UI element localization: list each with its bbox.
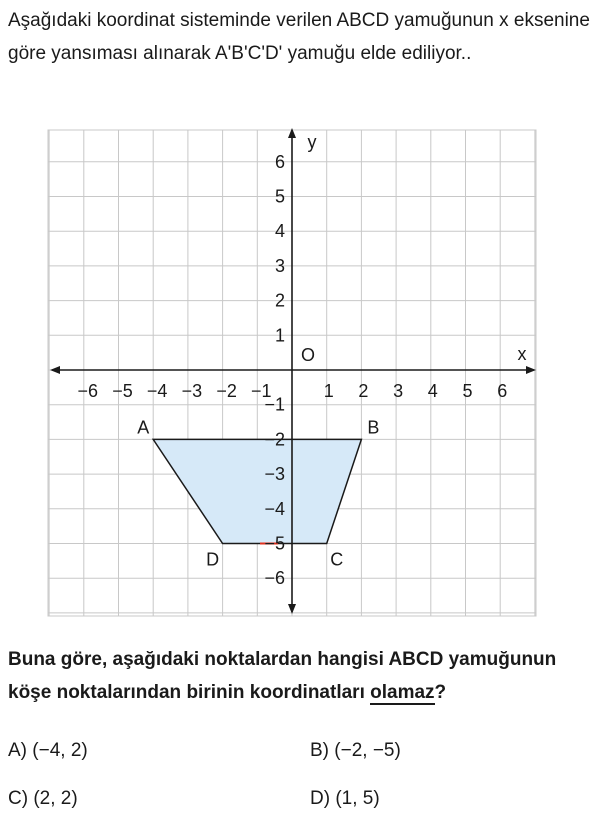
y-tick-label: −5	[264, 533, 285, 554]
x-tick-label: −4	[146, 381, 168, 401]
trapezoid-abcd	[153, 439, 361, 543]
vertex-label-c: C	[330, 549, 344, 570]
x-tick-label: 4	[427, 381, 438, 401]
y-tick-label: 2	[274, 290, 285, 311]
vertex-label-b: B	[367, 417, 380, 438]
question-emphasis: olamaz	[370, 682, 435, 703]
x-tick-label: −2	[216, 381, 237, 401]
x-tick-label: 1	[323, 381, 334, 401]
x-tick-label: 2	[358, 381, 369, 401]
x-tick-label: 3	[393, 381, 404, 401]
coordinate-graph	[0, 120, 601, 620]
x-axis-label: x	[517, 344, 527, 364]
x-tick-label: −6	[77, 381, 99, 401]
y-axis-label: y	[307, 132, 317, 152]
y-tick-label: 6	[274, 151, 285, 172]
vertex-label-d: D	[206, 549, 220, 570]
y-tick-label: −2	[264, 429, 285, 450]
option-c[interactable]: C) (2, 2)	[8, 788, 78, 809]
question-main: Buna göre, aşağıdaki noktalardan hangisi ABCD yamuğunun köşe noktalarından birinin koordinatları	[8, 649, 557, 703]
origin-label: O	[300, 345, 316, 365]
x-tick-label: 6	[497, 381, 508, 401]
x-axis-arrow-left	[50, 366, 60, 374]
x-tick-label: −5	[112, 381, 133, 401]
y-tick-label: −1	[264, 394, 285, 415]
vertex-label-a: A	[137, 417, 150, 438]
intro-text: Aşağıdaki koordinat sisteminde verilen ABCD yamuğunun x eksenine göre yansıması alınarak A'B'C'D' yamuğu elde ediliyor..	[8, 10, 590, 64]
y-tick-label: 3	[274, 255, 285, 276]
x-tick-label: 5	[462, 381, 473, 401]
option-a[interactable]: A) (−4, 2)	[8, 740, 88, 761]
question-text	[8, 643, 596, 709]
option-d[interactable]: D) (1, 5)	[310, 788, 380, 809]
y-tick-label: −6	[264, 568, 285, 589]
trapezoid-layer	[153, 439, 361, 543]
option-b[interactable]: B) (−2, −5)	[310, 740, 401, 761]
x-tick-label: −1	[251, 381, 272, 401]
y-tick-label: 4	[274, 221, 285, 242]
y-tick-label: 1	[274, 325, 285, 346]
question-mark: ?	[434, 682, 447, 703]
y-tick-label: −3	[264, 464, 285, 485]
x-tick-label: −3	[181, 381, 203, 401]
y-tick-label: 5	[274, 186, 285, 207]
y-tick-label: −4	[264, 498, 285, 519]
